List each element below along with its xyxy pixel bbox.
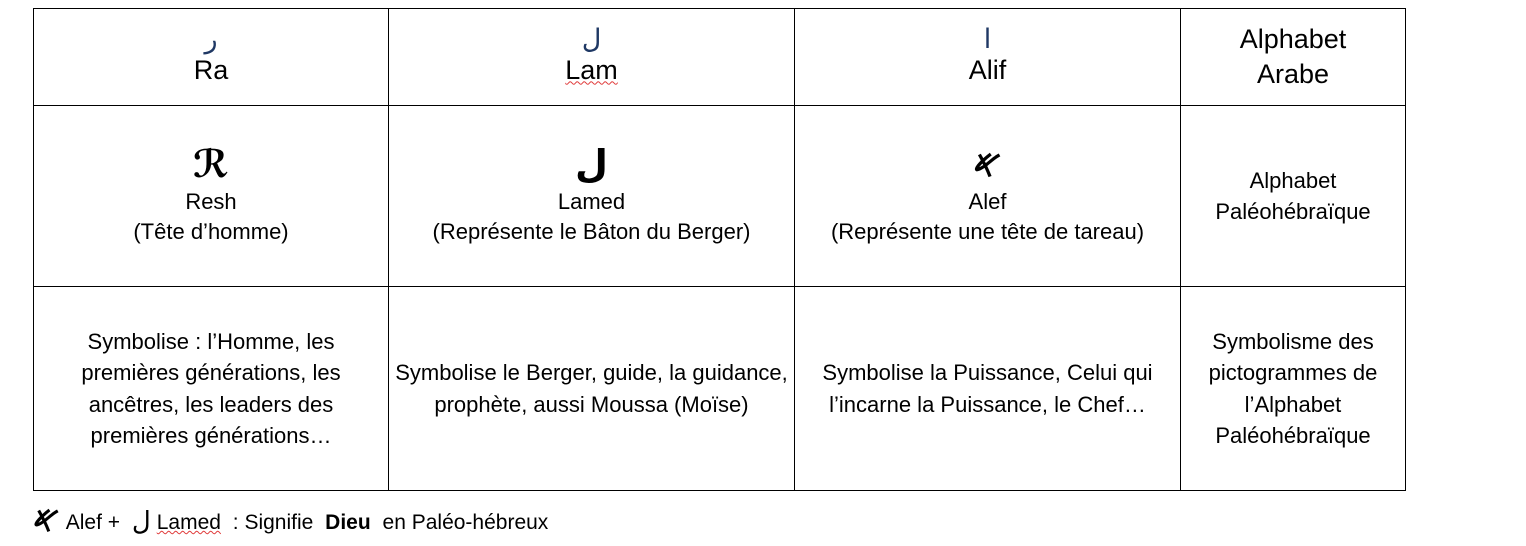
paleo-name-lamed: Lamed <box>557 189 626 215</box>
cell-header-lam <box>389 9 795 106</box>
cell-header-alif <box>795 9 1181 106</box>
arabic-glyph-lam: ل <box>581 23 602 55</box>
symbolism-text-resh: Symbolise : l’Homme, les premières générations, les ancêtres, les leaders des premières générations… <box>81 329 341 448</box>
cell-symbolism-alef <box>795 287 1181 491</box>
table-row-headers <box>34 9 1406 106</box>
paleo-name-alef: Alef <box>968 189 1007 215</box>
footer-text-paleo: en Paléo-hébreux <box>376 511 549 534</box>
cell-paleo-resh <box>34 106 389 287</box>
paleo-desc-alef: (Représente une tête de tareau) <box>830 218 1145 244</box>
footer-note <box>33 500 1526 541</box>
arabic-glyph-ra: ر <box>204 23 218 55</box>
paleo-glyph-lamed-footer: ل <box>131 507 151 537</box>
footer-text-alef: Alef + <box>65 511 126 534</box>
cell-symbolism-label <box>1181 287 1406 491</box>
symbolism-text-lamed: Symbolise le Berger, guide, la guidance, prophète, aussi Moussa (Moïse) <box>395 360 788 417</box>
paleo-label-line2: Paléohébraïque <box>1215 199 1371 224</box>
cell-header-ra <box>34 9 389 106</box>
cell-paleo-lamed <box>389 106 795 287</box>
footer-text-dieu: Dieu <box>325 511 371 534</box>
cell-symbolism-lamed <box>389 287 795 491</box>
paleo-glyph-resh: ℛ <box>193 142 229 187</box>
symbolism-text-alef: Symbolise la Puissance, Celui qui l’incarne la Puissance, le Chef… <box>822 360 1153 417</box>
paleo-glyph-alef-footer: 𐤀 <box>33 500 60 541</box>
paleo-name-resh: Resh <box>185 189 237 215</box>
paleo-glyph-alef: 𐤀 <box>973 142 1002 187</box>
cell-paleo-alef <box>795 106 1181 287</box>
header-alphabet-line1: Alphabet <box>1239 23 1347 54</box>
cell-paleo-label <box>1181 106 1406 287</box>
arabic-name-lam: Lam <box>565 55 618 86</box>
table-row-symbolism <box>34 287 1406 491</box>
paleo-glyph-lamed: ل <box>575 142 608 187</box>
paleo-desc-resh: (Tête d’homme) <box>133 218 289 244</box>
symbolism-text-label: Symbolisme des pictogrammes de l’Alphabet Paléohébraïque <box>1208 329 1378 448</box>
arabic-name-ra: Ra <box>193 55 229 86</box>
footer-text-lamed: Lamed <box>156 511 221 534</box>
cell-symbolism-resh <box>34 287 389 491</box>
table-row-paleo <box>34 106 1406 287</box>
alphabet-table <box>33 8 1406 491</box>
footer-text-signifie: : Signifie <box>226 511 320 534</box>
cell-header-alphabet-arabe <box>1181 9 1406 106</box>
header-alphabet-line2: Arabe <box>1256 59 1330 89</box>
paleo-label-line1: Alphabet <box>1249 167 1337 193</box>
arabic-glyph-alif: ا <box>983 23 992 55</box>
arabic-name-alif: Alif <box>968 55 1007 86</box>
paleo-desc-lamed: (Représente le Bâton du Berger) <box>432 218 751 244</box>
